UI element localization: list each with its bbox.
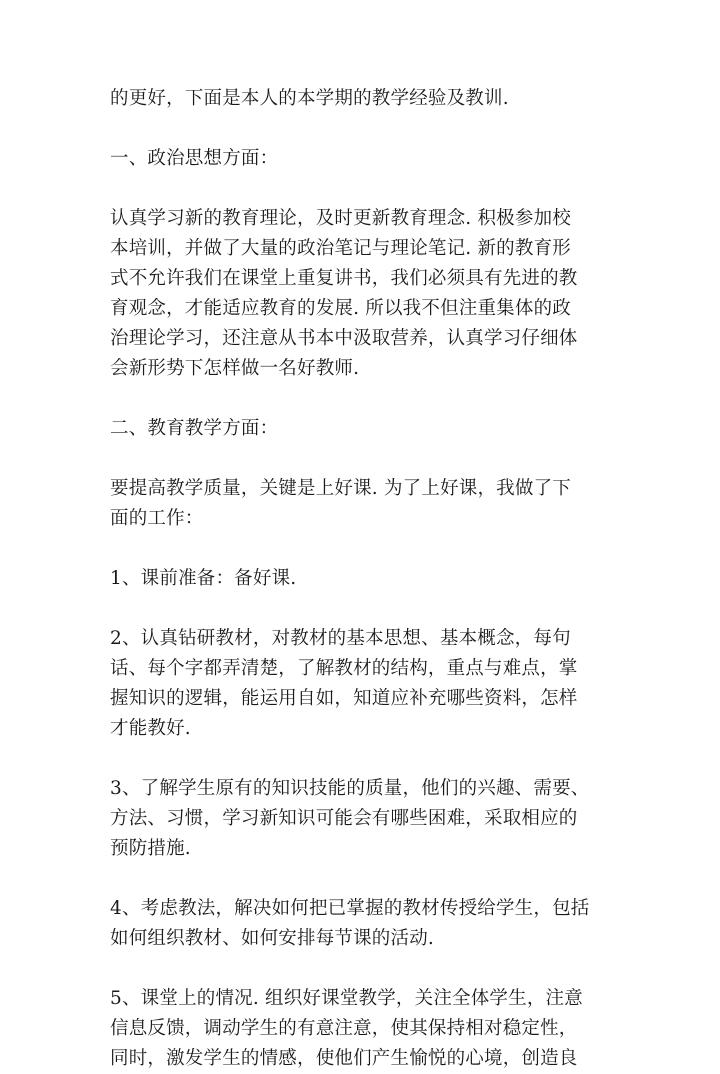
paragraph-gap <box>110 744 608 774</box>
text-line: 会新形势下怎样做一名好教师. <box>110 358 360 379</box>
text-line: 2、认真钻研教材，对教材的基本思想、基本概念，每句 <box>110 628 571 649</box>
paragraph-gap <box>110 174 608 204</box>
text-line: 4、考虑教法，解决如何把已掌握的教材传授给学生，包括 <box>110 898 590 919</box>
paragraph-gap <box>110 594 608 624</box>
text-line: 面的工作： <box>110 508 204 529</box>
text-line: 要提高教学质量，关键是上好课. 为了上好课，我做了下 <box>110 478 571 499</box>
text-line: 本培训，并做了大量的政治笔记与理论笔记. 新的教育形 <box>110 238 571 259</box>
paragraph-gap <box>110 384 608 414</box>
text-line: 信息反馈，调动学生的有意注意，使其保持相对稳定性， <box>110 1018 578 1039</box>
heading-teaching <box>110 414 608 444</box>
item-3 <box>110 774 608 864</box>
text-line: 同时，激发学生的情感，使他们产生愉悦的心境，创造良 <box>110 1048 578 1069</box>
text-line: 5、课堂上的情况. 组织好课堂教学，关注全体学生，注意 <box>110 988 583 1009</box>
heading-political <box>110 144 608 174</box>
item-2 <box>110 624 608 744</box>
text-line: 3、了解学生原有的知识技能的质量，他们的兴趣、需要、 <box>110 778 590 799</box>
item-1 <box>110 564 608 594</box>
paragraph-gap <box>110 534 608 564</box>
political-paragraph <box>110 204 608 384</box>
item-5 <box>110 984 608 1074</box>
text-line: 的更好，下面是本人的本学期的教学经验及教训. <box>110 88 509 109</box>
text-line: 育观念，才能适应教育的发展. 所以我不但注重集体的政 <box>110 298 571 319</box>
document-body <box>110 84 608 1074</box>
text-line: 1、课前准备：备好课. <box>110 568 297 589</box>
text-line: 预防措施. <box>110 838 191 859</box>
text-line: 治理论学习，还注意从书本中汲取营养，认真学习仔细体 <box>110 328 578 349</box>
text-line: 如何组织教材、如何安排每节课的活动. <box>110 928 434 949</box>
paragraph-gap <box>110 954 608 984</box>
intro-paragraph <box>110 84 608 114</box>
paragraph-gap <box>110 444 608 474</box>
text-line: 式不允许我们在课堂上重复讲书，我们必须具有先进的教 <box>110 268 578 289</box>
text-line: 才能教好. <box>110 718 191 739</box>
text-line: 二、教育教学方面： <box>110 418 279 439</box>
teaching-intro-paragraph <box>110 474 608 534</box>
text-line: 话、每个字都弄清楚，了解教材的结构，重点与难点，掌 <box>110 658 578 679</box>
item-4 <box>110 894 608 954</box>
paragraph-gap <box>110 114 608 144</box>
text-line: 方法、习惯，学习新知识可能会有哪些困难，采取相应的 <box>110 808 578 829</box>
paragraph-gap <box>110 864 608 894</box>
text-line: 握知识的逻辑，能运用自如，知道应补充哪些资料，怎样 <box>110 688 578 709</box>
text-line: 认真学习新的教育理论，及时更新教育理念. 积极参加校 <box>110 208 571 229</box>
text-line: 一、政治思想方面： <box>110 148 279 169</box>
